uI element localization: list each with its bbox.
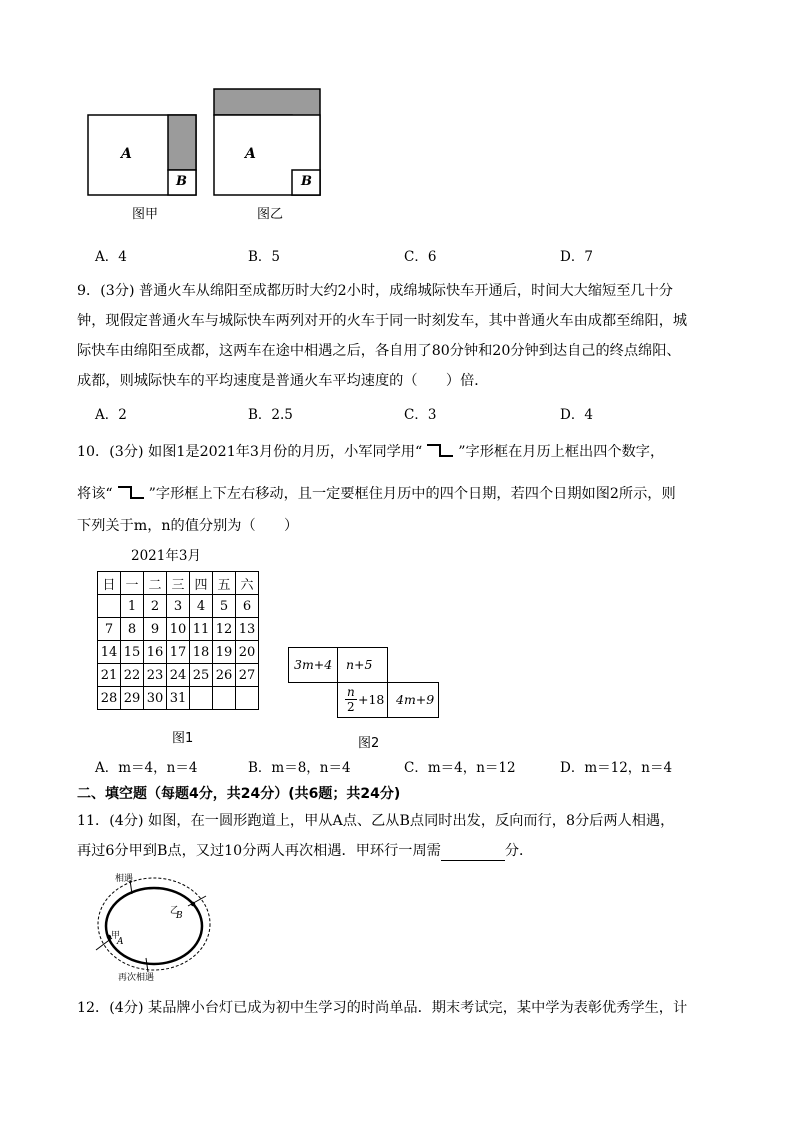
track-outer-dashed [98,878,210,970]
cal-day-cell: 20 [236,641,259,664]
cal-day-cell: 6 [236,595,259,618]
cal-header-cell: 三 [167,572,190,595]
calendar-week-row [98,618,259,641]
cal-day-cell: 4 [190,595,213,618]
cal-day-cell: 18 [190,641,213,664]
fig2-frac-rest: +18 [358,692,385,707]
q10-line-1 [77,441,664,462]
cal-header-cell: 二 [144,572,167,595]
fig2-cell-n2-18 [337,682,388,718]
fig-meet-label: 相遇 [115,874,134,884]
cal-day-cell: 3 [167,595,190,618]
cal-day-cell: 31 [167,687,190,710]
cal-day-cell: 27 [236,664,259,687]
q8-option-b: B．5 [248,249,281,265]
q9-option-c: C．3 [404,407,437,423]
cal-day-cell: 17 [167,641,190,664]
fig-meet-again-label: 再次相遇 [118,973,155,983]
q10-line-1-a: 10．(3分) 如图1是2021年3月份的月历，小军同学用“ [77,444,423,460]
q8-option-a: A．4 [95,249,127,265]
q9-option-d: D．4 [560,407,593,423]
cal-day-cell: 1 [121,595,144,618]
q11-line-2-a: 再过6分甲到B点，又过10分两人再次相遇．甲环行一周需 [77,843,441,859]
cal-day-cell: 24 [167,664,190,687]
cal-day-cell: 14 [98,641,121,664]
fig-jia-label-b: B [176,174,187,189]
q11-line-2 [77,841,533,861]
track-inner [106,888,202,964]
q10-line-1-b: ”字形框在月历上框出四个数字， [458,444,665,460]
cal-day-cell: 10 [167,618,190,641]
q9-line-3: 际快车由绵阳至成都，这两车在途中相遇之后，各自用了80分钟和20分钟到达自己的终点绵阳、 [77,343,681,359]
calendar-week-row [98,595,259,618]
calendar-header-row [98,572,259,595]
cal-day-cell: 2 [144,595,167,618]
cal-day-cell: 13 [236,618,259,641]
cal-day-cell: 16 [144,641,167,664]
cal-day-cell: 23 [144,664,167,687]
cal-day-cell [98,595,121,618]
fig2-cell-4m9-text: 4m+9 [396,692,435,707]
q9-line-1: 9．(3分) 普通火车从绵阳至成都历时大约2小时，成绵城际快车开通后，时间大大缩短至几十分 [77,283,673,299]
cal-day-cell: 22 [121,664,144,687]
section-2-title: 二、填空题（每题4分，共24分）(共6题；共24分) [77,786,401,802]
fig-yi-label-a: A [245,146,256,162]
z-shape-icon [424,441,456,459]
square-figures [80,82,340,227]
calendar-table [97,571,259,710]
cal-day-cell: 30 [144,687,167,710]
q10-line-2-a: 将该“ [77,486,113,502]
cal-day-cell: 25 [190,664,213,687]
cal-header-cell: 六 [236,572,259,595]
cal-header-cell: 四 [190,572,213,595]
cal-header-cell: 日 [98,572,121,595]
q10-line-2-b: ”字形框上下左右移动，且一定要框住月历中的四个日期，若四个日期如图2所示，则 [148,486,676,502]
answer-blank[interactable] [441,846,505,861]
fig-yi-label-b: B [301,174,312,189]
fig2-frac-den: 2 [347,700,355,714]
cal-day-cell: 21 [98,664,121,687]
cal-day-cell: 12 [213,618,236,641]
fig2-cell-n5-text: n+5 [346,657,373,672]
q10-line-2 [77,483,676,504]
q8-option-d: D．7 [560,249,593,265]
fig-jia-label: 甲 [111,931,121,941]
cal-day-cell: 28 [98,687,121,710]
cal-day-cell: 29 [121,687,144,710]
fig-point-b-label: B [176,911,183,921]
fig2-frac-num: n [347,685,355,699]
fig-jia-caption: 图甲 [132,207,159,222]
q9-option-b: B．2.5 [248,407,293,423]
q10-option-d: D．m＝12，n＝4 [560,760,673,776]
fig-jia-label-a: A [121,146,132,162]
z-shape-icon [115,483,147,501]
q11-line-1: 11．(4分) 如图，在一圆形跑道上，甲从A点、乙从B点同时出发，反向而行，8分后两人相遇， [77,813,675,829]
cal-day-cell: 11 [190,618,213,641]
cal-day-cell: 15 [121,641,144,664]
calendar-week-row [98,641,259,664]
fig2-cell-n5 [337,647,388,683]
fig2-caption: 图2 [358,736,380,751]
cal-day-cell: 8 [121,618,144,641]
cal-day-cell [236,687,259,710]
cal-day-cell: 19 [213,641,236,664]
q12-line-1: 12．(4分) 某品牌小台灯已成为初中生学习的时尚单品．期末考试完，某中学为表彰优秀学生，计 [77,1000,688,1016]
fig-point-a-label: A [117,937,124,947]
q10-option-c: C．m＝4，n＝12 [404,760,516,776]
point-b-dot [191,902,195,906]
cal-header-cell: 一 [121,572,144,595]
calendar-week-row [98,664,259,687]
q8-option-c: C．6 [404,249,437,265]
point-a-tick [96,938,112,950]
q10-line-3: 下列关于m，n的值分别为（ ） [77,518,299,534]
q11-line-2-b: 分． [504,843,534,859]
fig-yi-label: 乙 [170,906,180,916]
q10-option-a: A．m＝4，n＝4 [95,760,198,776]
fig-jia-shaded-strip [168,115,196,170]
fig1-caption: 图1 [172,731,194,746]
cal-day-cell: 5 [213,595,236,618]
q9-line-2: 钟，现假定普通火车与城际快车两列对开的火车于同一时刻发车，其中普通火车由成都至绵阳，城 [77,313,688,329]
cal-day-cell [190,687,213,710]
q10-option-b: B．m＝8，n＝4 [248,760,351,776]
cal-day-cell: 9 [144,618,167,641]
fig2-cell-3m4-text: 3m+4 [294,657,333,672]
fig2-cell-4m9 [387,682,439,718]
cal-day-cell: 26 [213,664,236,687]
cal-header-cell: 五 [213,572,236,595]
q9-option-a: A．2 [95,407,127,423]
fig-yi-caption: 图乙 [257,207,284,222]
cal-day-cell: 7 [98,618,121,641]
q9-line-4: 成都，则城际快车的平均速度是普通火车平均速度的（ ）倍． [77,373,489,389]
calendar-title: 2021年3月 [131,548,201,564]
cal-day-cell [213,687,236,710]
fig2-cell-3m4 [288,647,338,683]
calendar-week-row [98,687,259,710]
